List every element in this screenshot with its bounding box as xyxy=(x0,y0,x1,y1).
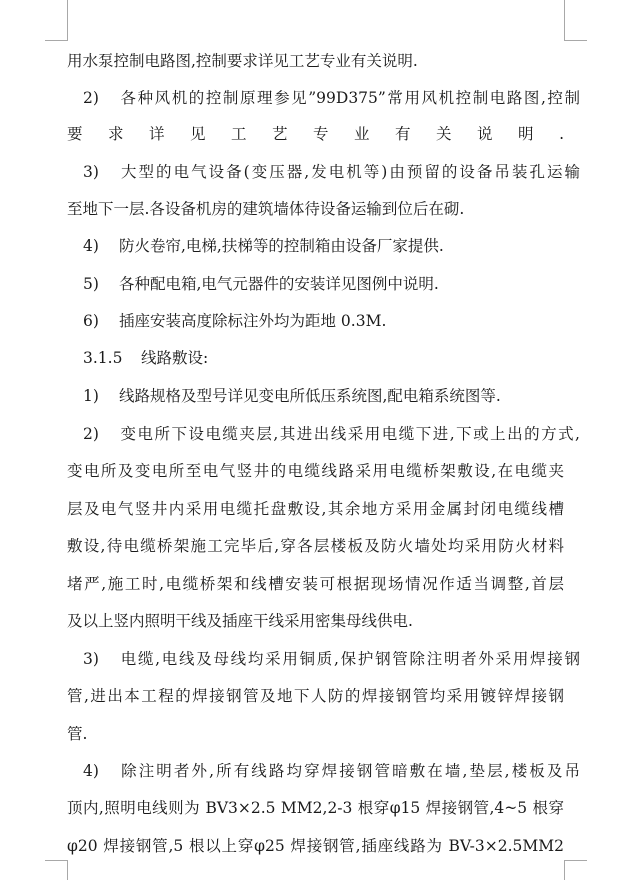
text-line xyxy=(67,197,564,221)
list-item-2 xyxy=(67,86,580,110)
line-text: 及以上竖内照明干线及插座干线采用密集母线供电. xyxy=(67,612,413,630)
page-corner-mark-top-left xyxy=(45,0,68,41)
item-number: 5) xyxy=(83,275,99,293)
list-item-3 xyxy=(67,647,580,671)
page-corner-mark-top-right xyxy=(564,0,587,41)
list-item-2 xyxy=(67,422,580,446)
line-text: 敷设,待电缆桥架施工完毕后,穿各层楼板及防火墙处均采用防火材料 xyxy=(67,537,564,555)
list-item-6 xyxy=(67,309,580,333)
section-heading xyxy=(67,346,580,370)
item-text: 各种风机的控制原理参见”99D375”常用风机控制电路图,控制 xyxy=(119,89,580,107)
item-text: 电缆,电线及母线均采用铜质,保护钢管除注明者外采用焊接钢 xyxy=(119,650,580,668)
line-text: φ20 焊接钢管,5 根以上穿φ25 焊接钢管,插座线路为 BV-3×2.5MM2 xyxy=(67,837,564,855)
item-number: 2) xyxy=(83,425,99,443)
line-text: 至地下一层.各设备机房的建筑墙体待设备运输到位后在砌. xyxy=(67,200,465,218)
text-line xyxy=(67,49,564,73)
text-line xyxy=(67,497,564,521)
list-item-4 xyxy=(67,759,580,783)
line-text: 管,进出本工程的焊接钢管及地下人防的焊接钢管均采用镀锌焊接钢 xyxy=(67,687,564,705)
list-item-4 xyxy=(67,234,580,258)
item-number: 4) xyxy=(83,762,99,780)
line-text: 顶内,照明电线则为 BV3×2.5 MM2,2-3 根穿φ15 焊接钢管,4~5 根穿 xyxy=(67,799,564,817)
list-item-1 xyxy=(67,384,580,408)
text-line xyxy=(67,534,564,558)
item-text: 防火卷帘,电梯,扶梯等的控制箱由设备厂家提供. xyxy=(119,237,444,255)
text-line xyxy=(67,572,564,596)
line-text: 层及电气竖井内采用电缆托盘敷设,其余地方采用金属封闭电缆线槽 xyxy=(67,500,564,518)
list-item-5 xyxy=(67,272,580,296)
section-title: 线路敷设: xyxy=(141,349,209,367)
item-number: 6) xyxy=(83,312,99,330)
item-number: 4) xyxy=(83,237,99,255)
text-line xyxy=(67,796,564,820)
item-number: 1) xyxy=(83,387,99,405)
item-text: 大型的电气设备(变压器,发电机等)由预留的设备吊装孔运输 xyxy=(119,163,580,181)
item-text: 变电所下设电缆夹层,其进出线采用电缆下进,下或上出的方式, xyxy=(119,425,580,443)
line-text: 用水泵控制电路图,控制要求详见工艺专业有关说明. xyxy=(67,52,418,70)
text-line xyxy=(67,459,564,483)
text-line xyxy=(67,609,564,633)
line-text: 变电所及变电所至电气竖井的电缆线路采用电缆桥架敷设,在电缆夹 xyxy=(67,462,564,480)
page-corner-mark-bottom-right xyxy=(564,860,587,880)
item-text: 线路规格及型号详见变电所低压系统图,配电箱系统图等. xyxy=(119,387,501,405)
item-text: 插座安装高度除标注外均为距地 0.3M. xyxy=(119,312,387,330)
text-line xyxy=(67,722,564,746)
text-line xyxy=(67,834,564,858)
item-number: 3) xyxy=(83,650,99,668)
item-number: 3) xyxy=(83,163,99,181)
item-number: 2) xyxy=(83,89,99,107)
text-line xyxy=(67,122,564,146)
item-text: 除注明者外,所有线路均穿焊接钢管暗敷在墙,垫层,楼板及吊 xyxy=(119,762,580,780)
line-text: 要求详见工艺专业有关说明. xyxy=(67,125,564,143)
section-number: 3.1.5 xyxy=(83,349,123,367)
line-text: 管. xyxy=(67,725,88,743)
item-text: 各种配电箱,电气元器件的安装详见图例中说明. xyxy=(119,275,439,293)
page-corner-mark-bottom-left xyxy=(45,860,68,880)
list-item-3 xyxy=(67,160,580,184)
text-line xyxy=(67,684,564,708)
line-text: 堵严,施工时,电缆桥架和线槽安装可根据现场情况作适当调整,首层 xyxy=(67,575,564,593)
